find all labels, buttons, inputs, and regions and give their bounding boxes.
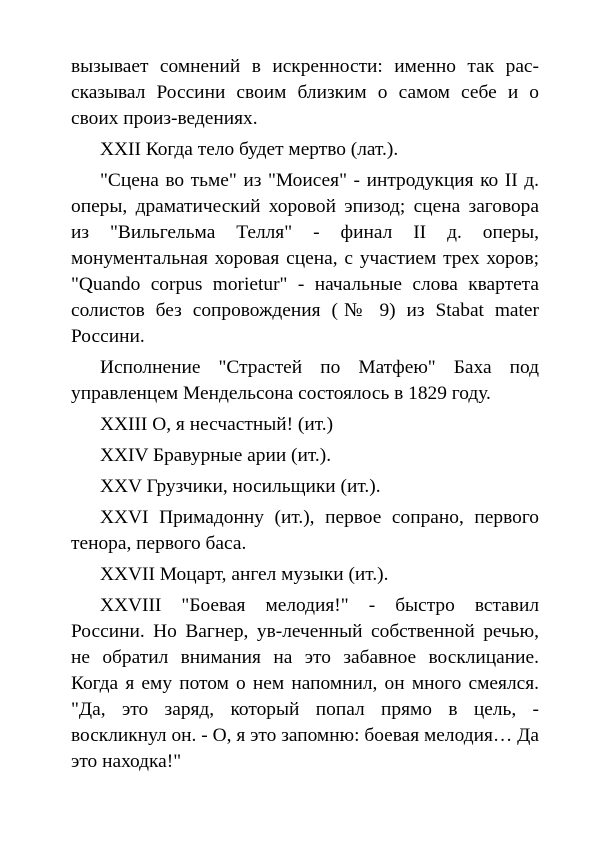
document-page: [71, 54, 539, 780]
paragraph-continuation: вызывает сомнений в искренности: именно так рас-сказывал Россини своим близким о самом себе и о своих произ-ведениях.: [71, 56, 539, 129]
note-xxiv: XXIV Бравурные арии (ит.).: [100, 445, 332, 466]
note-xxv: XXV Грузчики, носильщики (ит.).: [100, 476, 381, 497]
paragraph-matthew-passion: Исполнение "Страстей по Матфею" Баха под управленцем Мендельсона состоялось в 1829 году.: [71, 357, 539, 404]
note-xxviii: XXVIII "Боевая мелодия!" - быстро вставил Россини. Но Вагнер, ув-леченный собственной речью, не обратил внимания на это забавное восклицание. Когда я ему потом о нем напомнил, он много смеялся. "Да, это заряд, который попал прямо в цель, - воскликнул он. - О, я это запомню: боевая мелодия… Да это находка!": [71, 595, 539, 772]
paragraph-scene-in-darkness: "Сцена во тьме" из "Моисея" - интродукция ко II д. оперы, драматический хоровой эпизод; сцена заговора из "Вильгельма Телля" - финал II д. оперы, монументальная хоровая сцена, с участием трех хоров; "Quando corpus morietur" - начальные слова квартета солистов без сопровождения (№ 9) из Stabat mater Россини.: [71, 170, 539, 347]
note-xxvi: XXVI Примадонну (ит.), первое сопрано, первого тенора, первого баса.: [71, 507, 539, 554]
note-xxiii: XXIII О, я несчастный! (ит.): [100, 414, 334, 435]
note-xxii: XXII Когда тело будет мертво (лат.).: [100, 139, 399, 160]
note-xxvii: XXVII Моцарт, ангел музыки (ит.).: [100, 564, 389, 585]
